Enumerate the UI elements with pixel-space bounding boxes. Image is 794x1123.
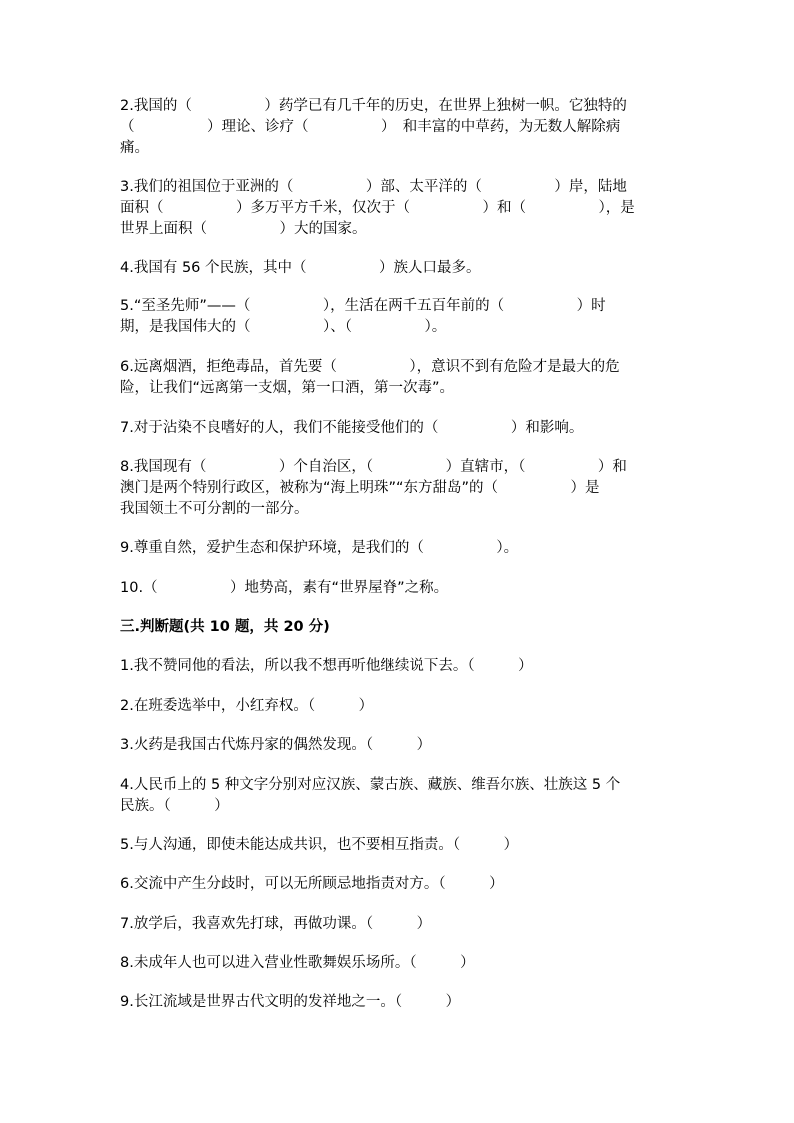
question-fill-8 [120,457,680,520]
question-line: 7.放学后，我喜欢先打球，再做功课。（ ） [120,916,432,932]
question-line: 8.未成年人也可以进入营业性歌舞娱乐场所。（ ） [120,955,475,971]
question-line: 8.我国现有（ ）个自治区，（ ）直辖市，（ ）和 [120,459,627,475]
question-judge-1 [120,656,680,677]
question-line: 4.人民币上的 5 种文字分别对应汉族、蒙古族、藏族、维吾尔族、壮族这 5 个 [120,777,621,793]
question-fill-10 [120,578,680,599]
question-line: 5.与人沟通，即使未能达成共识，也不要相互指责。（ ） [120,837,519,853]
question-fill-4 [120,258,680,279]
section-title-true-false [120,617,680,638]
question-line: 4.我国有 56 个民族，其中（ ）族人口最多。 [120,260,481,276]
question-line: 10.（ ）地势高，素有“世界屋脊”之称。 [120,580,449,596]
question-line: 6.远离烟酒，拒绝毒品，首先要（ ），意识不到有危险才是最大的危 [120,359,620,375]
question-line: 1.我不赞同他的看法，所以我不想再听他继续说下去。（ ） [120,658,533,674]
question-line: 险，让我们“远离第一支烟，第一口酒，第一次毒”。 [120,380,455,396]
question-judge-5 [120,835,680,856]
question-line: 9.尊重自然，爱护生态和保护环境，是我们的（ ）。 [120,540,519,556]
question-line: 7.对于沾染不良嗜好的人，我们不能接受他们的（ ）和影响。 [120,420,584,436]
question-line: 3.火药是我国古代炼丹家的偶然发现。（ ） [120,737,432,753]
question-line: 6.交流中产生分歧时，可以无所顾忌地指责对方。（ ） [120,876,504,892]
question-fill-7 [120,418,680,439]
question-line: 期，是我国伟大的（ ）、（ ）。 [120,319,447,335]
question-judge-3 [120,735,680,756]
question-fill-3 [120,177,680,240]
question-judge-9 [120,992,680,1013]
question-judge-6 [120,874,680,895]
question-line: 世界上面积（ ）大的国家。 [120,221,367,237]
question-judge-4 [120,775,680,817]
question-line: 面积（ ）多万平方千米，仅次于（ ）和（ ），是 [120,200,635,216]
question-line: 我国领土不可分割的一部分。 [120,501,309,517]
question-line: 2.我国的（ ）药学已有几千年的历史，在世界上独树一帜。它独特的 [120,98,627,114]
question-judge-8 [120,953,680,974]
question-fill-9 [120,538,680,559]
question-line: （ ）理论、诊疗（ ） 和丰富的中草药，为无数人解除病 [120,119,621,135]
question-fill-6 [120,357,680,399]
question-line: 9.长江流域是世界古代文明的发祥地之一。（ ） [120,994,461,1010]
question-fill-2 [120,96,680,159]
question-line: 澳门是两个特别行政区，被称为“海上明珠”“东方甜岛”的（ ）是 [120,480,600,496]
question-line: 2.在班委选举中，小红弃权。（ ） [120,698,374,714]
question-line: 痛。 [120,140,149,156]
question-judge-2 [120,696,680,717]
question-judge-7 [120,914,680,935]
question-line: 5.“至圣先师”——（ ），生活在两千五百年前的（ ）时 [120,298,606,314]
question-fill-5 [120,296,680,338]
question-line: 民族。（ ） [120,798,229,814]
section-title: 三.判断题(共 10 题，共 20 分) [120,619,330,635]
question-line: 3.我们的祖国位于亚洲的（ ）部、太平洋的（ ）岸，陆地 [120,179,627,195]
